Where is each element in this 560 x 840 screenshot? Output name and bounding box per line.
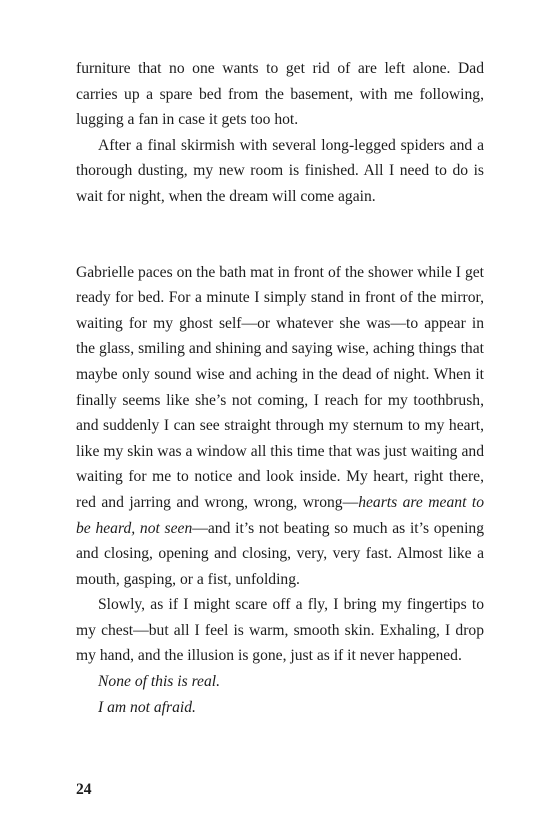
italic-line-not-real: None of this is real. (98, 673, 221, 691)
page-body (76, 56, 484, 720)
paragraph-mirror-italic: hearts are meant to be heard, not seen (76, 493, 484, 537)
paragraph-mirror-text-1: Gabrielle paces on the bath mat in front of the shower while I get ready for bed. For a minute I simply stand in front of the mirror, waiting for my ghost self—or whatever she was—to appear in the glass, smiling and shining and saying wise, aching things that maybe only sound wise and aching in the dead of night. When it finally seems like she’s not coming, I reach for my toothbrush, and suddenly I can see straight through my sternum to my heart, like my skin was a window all this time that was just waiting and waiting for me to notice and look inside. My heart, right there, red and jarring and wrong, wrong, wrong— (76, 263, 484, 511)
paragraph-mirror (76, 260, 484, 593)
page-number: 24 (76, 781, 92, 798)
paragraph-fingertips: Slowly, as if I might scare off a fly, I bring my fingertips to my chest—but all I feel is warm, smooth skin. Exhaling, I drop my hand, and the illusion is gone, just as if it never happened. (76, 596, 484, 665)
paragraph-mirror-text-2: —and it’s not beating so much as it’s opening and closing, opening and closing, very, very fast. Almost like a mouth, gasping, or a fist, unfolding. (76, 519, 484, 588)
paragraph-room-finished: After a final skirmish with several long-legged spiders and a thorough dusting, my new room is finished. All I need to do is wait for night, when the dream will come again. (76, 136, 484, 205)
italic-line-not-afraid: I am not afraid. (98, 698, 196, 716)
paragraph-continued: furniture that no one wants to get rid of are left alone. Dad carries up a spare bed from the basement, with me following, lugging a fan in case it gets too hot. (76, 60, 484, 129)
scene-break (76, 210, 484, 260)
